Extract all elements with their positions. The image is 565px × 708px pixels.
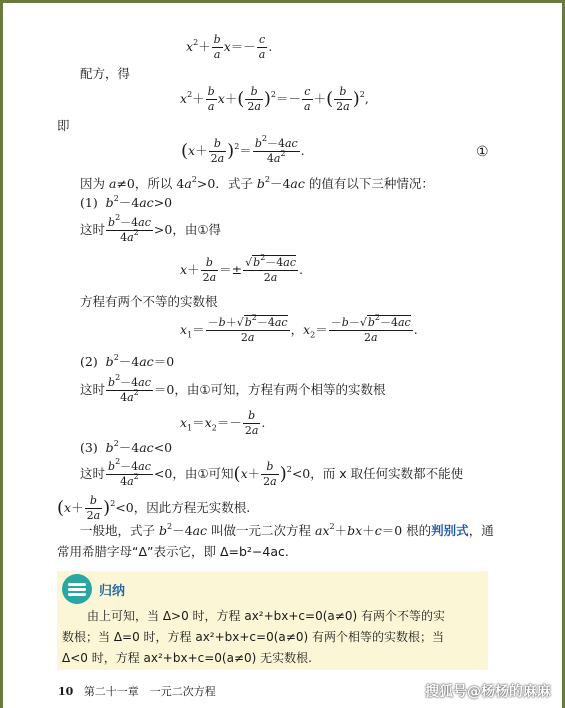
- ji-text: 即: [57, 118, 70, 133]
- case3-heading: (3) $b^2-4ac<0$: [80, 439, 173, 455]
- intro-line: 因为 a≠0，所以 $4a^2>0$．式子 $b^2-4ac$ 的值有以下三种情况：: [80, 175, 434, 191]
- case1-heading: (1) $b^2-4ac>0$: [80, 194, 173, 210]
- page-number: 10: [58, 685, 74, 698]
- general-statement-line1: 一般地，式子 $b^2-4ac$ 叫做一元二次方程 $ax^2+bx+c=0$ 根的判别式，通: [80, 522, 494, 538]
- summary-title: 归纳: [99, 584, 126, 599]
- peifang-text: 配方，得: [80, 66, 131, 81]
- case1-conclusion: 方程有两个不等的实数根: [80, 294, 218, 309]
- general-statement-line2: 常用希腊字母“Δ”表示它，即 Δ=b²−4ac.: [57, 544, 289, 559]
- equation-complete-square: $x^2+$ $\frac{b}{a}$ x＋( $\frac{b}{2a}$ )$^2$＝－ $\frac{c}{a}$ ＋( $\frac{b}{2a}$ )$^2$,: [180, 85, 369, 113]
- case3-condition: 这时 $\frac{b^2-4ac}{4a^2}$ <0，由①可知(x＋ $\frac{b}{2a}$ )$^2$<0，而 x 取任何实数都不能使: [80, 457, 464, 488]
- equation-one: (x＋ $\frac{b}{2a}$ )$^2$＝ $\frac{b^2-4ac}{4a^2}$ .: [181, 134, 305, 165]
- equation-case1-root: x＋ $\frac{b}{2a}$ ＝± $\frac{√b^2-4ac}{2a}$ .: [180, 253, 303, 284]
- page-frame-left: [0, 0, 3, 708]
- case2-heading: (2) $b^2-4ac=0$: [80, 353, 175, 369]
- chapter-title: 第二十一章 一元二次方程: [83, 685, 216, 698]
- watermark: 搜狐号@杨杨的麻麻: [425, 684, 551, 700]
- case2-condition: 这时 $\frac{b^2-4ac}{4a^2}$ ＝0，由①可知，方程有两个相等的实数根: [80, 373, 386, 404]
- equation-case2-root: $x_1=x_2=-$ $\frac{b}{2a}$ .: [180, 409, 266, 437]
- equation-case1-roots: $x_1=$ $\frac{-b+√b^2-4ac}{2a}$ ，$x_2=$ $\frac{-b-√b^2-4ac}{2a}$ .: [180, 313, 418, 344]
- equation-top: $x^2+$ $\frac{b}{a}$ x＝－ $\frac{c}{a}$ .: [186, 33, 273, 61]
- summary-line-1: 由上可知，当 Δ>0 时，方程 ax²+bx+c=0(a≠0) 有两个不等的实: [87, 609, 445, 623]
- summary-line-3: Δ<0 时，方程 ax²+bx+c=0(a≠0) 无实数根.: [62, 651, 312, 665]
- page-frame-top: [0, 0, 565, 3]
- book-icon: [62, 574, 92, 604]
- page-footer: [58, 683, 216, 699]
- summary-line-2: 数根；当 Δ=0 时，方程 ax²+bx+c=0(a≠0) 有两个相等的实数根；当: [62, 630, 444, 644]
- case3-conclusion: (x＋ $\frac{b}{2a}$ )$^2$<0，因此方程无实数根.: [57, 494, 251, 522]
- discriminant-keyword: 判别式: [431, 523, 469, 538]
- case1-condition: 这时 $\frac{b^2-4ac}{4a^2}$ >0，由①得: [80, 213, 222, 244]
- equation-label-one: ①: [476, 144, 489, 160]
